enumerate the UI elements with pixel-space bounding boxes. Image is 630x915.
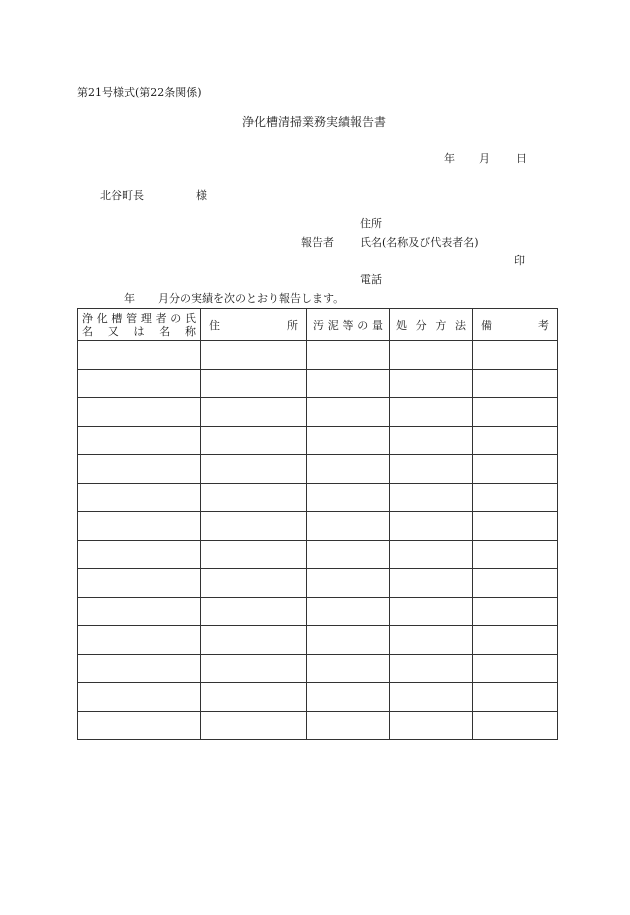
cell-remarks[interactable] bbox=[473, 455, 558, 484]
form-number: 第21号様式(第22条関係) bbox=[77, 86, 202, 99]
cell-address[interactable] bbox=[201, 512, 307, 541]
cell-address[interactable] bbox=[201, 398, 307, 427]
table-row bbox=[78, 426, 558, 455]
header-address bbox=[201, 309, 307, 341]
header-manager bbox=[78, 309, 201, 341]
document-title: 浄化槽清掃業務実績報告書 bbox=[242, 115, 387, 129]
cell-disposal-method[interactable] bbox=[390, 426, 473, 455]
cell-disposal-method[interactable] bbox=[390, 626, 473, 655]
cell-manager-name[interactable] bbox=[78, 626, 201, 655]
cell-address[interactable] bbox=[201, 654, 307, 683]
cell-address[interactable] bbox=[201, 369, 307, 398]
cell-manager-name[interactable] bbox=[78, 483, 201, 512]
cell-remarks[interactable] bbox=[473, 398, 558, 427]
cell-disposal-method[interactable] bbox=[390, 711, 473, 740]
date-year: 年 bbox=[444, 152, 455, 165]
cell-address[interactable] bbox=[201, 341, 307, 370]
cell-disposal-method[interactable] bbox=[390, 512, 473, 541]
cell-sludge-amount[interactable] bbox=[307, 540, 390, 569]
seal-mark: 印 bbox=[514, 254, 525, 267]
cell-remarks[interactable] bbox=[473, 626, 558, 655]
cell-disposal-method[interactable] bbox=[390, 455, 473, 484]
reporter-name-label: 氏名(名称及び代表者名) bbox=[360, 236, 479, 249]
cell-disposal-method[interactable] bbox=[390, 540, 473, 569]
cell-address[interactable] bbox=[201, 626, 307, 655]
report-table bbox=[77, 308, 558, 740]
cell-sludge-amount[interactable] bbox=[307, 512, 390, 541]
table-row bbox=[78, 512, 558, 541]
header-remarks-char2: 考 bbox=[538, 318, 549, 332]
table-row bbox=[78, 398, 558, 427]
cell-address[interactable] bbox=[201, 597, 307, 626]
header-manager-line1: 浄化槽管理者の氏 bbox=[82, 311, 196, 325]
cell-sludge-amount[interactable] bbox=[307, 483, 390, 512]
table-row bbox=[78, 569, 558, 598]
cell-remarks[interactable] bbox=[473, 369, 558, 398]
cell-manager-name[interactable] bbox=[78, 540, 201, 569]
cell-disposal-method[interactable] bbox=[390, 483, 473, 512]
cell-manager-name[interactable] bbox=[78, 569, 201, 598]
cell-sludge-amount[interactable] bbox=[307, 369, 390, 398]
cell-sludge-amount[interactable] bbox=[307, 683, 390, 712]
cell-disposal-method[interactable] bbox=[390, 597, 473, 626]
cell-address[interactable] bbox=[201, 455, 307, 484]
cell-remarks[interactable] bbox=[473, 597, 558, 626]
cell-address[interactable] bbox=[201, 711, 307, 740]
header-address-char2: 所 bbox=[287, 318, 298, 332]
cell-remarks[interactable] bbox=[473, 341, 558, 370]
cell-sludge-amount[interactable] bbox=[307, 711, 390, 740]
addressee-name: 北谷町長 bbox=[100, 189, 144, 202]
cell-remarks[interactable] bbox=[473, 426, 558, 455]
table-row bbox=[78, 341, 558, 370]
table-row bbox=[78, 654, 558, 683]
header-disposal-method: 処分方法 bbox=[390, 309, 473, 341]
cell-sludge-amount[interactable] bbox=[307, 426, 390, 455]
cell-sludge-amount[interactable] bbox=[307, 597, 390, 626]
reporter-address-label: 住所 bbox=[360, 217, 382, 230]
table-row bbox=[78, 455, 558, 484]
header-address-char1: 住 bbox=[209, 318, 220, 332]
cell-address[interactable] bbox=[201, 540, 307, 569]
cell-disposal-method[interactable] bbox=[390, 654, 473, 683]
header-manager-line2: 名又は名称 bbox=[82, 324, 196, 338]
cell-sludge-amount[interactable] bbox=[307, 654, 390, 683]
cell-address[interactable] bbox=[201, 683, 307, 712]
cell-manager-name[interactable] bbox=[78, 341, 201, 370]
cell-remarks[interactable] bbox=[473, 654, 558, 683]
cell-address[interactable] bbox=[201, 569, 307, 598]
cell-manager-name[interactable] bbox=[78, 369, 201, 398]
cell-manager-name[interactable] bbox=[78, 683, 201, 712]
cell-manager-name[interactable] bbox=[78, 654, 201, 683]
cell-address[interactable] bbox=[201, 483, 307, 512]
cell-sludge-amount[interactable] bbox=[307, 626, 390, 655]
table-row bbox=[78, 369, 558, 398]
table-row bbox=[78, 483, 558, 512]
header-remarks bbox=[473, 309, 558, 341]
intro-year: 年 bbox=[124, 292, 135, 305]
table-row bbox=[78, 683, 558, 712]
addressee-honorific: 様 bbox=[196, 189, 207, 202]
header-row bbox=[78, 309, 558, 341]
cell-remarks[interactable] bbox=[473, 569, 558, 598]
cell-remarks[interactable] bbox=[473, 711, 558, 740]
date-month: 月 bbox=[479, 152, 490, 165]
table-row bbox=[78, 711, 558, 740]
cell-sludge-amount[interactable] bbox=[307, 398, 390, 427]
cell-remarks[interactable] bbox=[473, 683, 558, 712]
cell-disposal-method[interactable] bbox=[390, 683, 473, 712]
cell-remarks[interactable] bbox=[473, 540, 558, 569]
cell-disposal-method[interactable] bbox=[390, 369, 473, 398]
cell-manager-name[interactable] bbox=[78, 711, 201, 740]
cell-disposal-method[interactable] bbox=[390, 569, 473, 598]
cell-manager-name[interactable] bbox=[78, 512, 201, 541]
cell-address[interactable] bbox=[201, 426, 307, 455]
date-day: 日 bbox=[516, 152, 527, 165]
cell-manager-name[interactable] bbox=[78, 398, 201, 427]
cell-manager-name[interactable] bbox=[78, 455, 201, 484]
cell-disposal-method[interactable] bbox=[390, 341, 473, 370]
table-row bbox=[78, 626, 558, 655]
cell-manager-name[interactable] bbox=[78, 426, 201, 455]
cell-remarks[interactable] bbox=[473, 483, 558, 512]
table-row bbox=[78, 597, 558, 626]
reporter-label: 報告者 bbox=[301, 236, 334, 249]
header-sludge-amount: 汚泥等の量 bbox=[307, 309, 390, 341]
reporter-phone-label: 電話 bbox=[360, 273, 382, 286]
intro-text: 月分の実績を次のとおり報告します。 bbox=[158, 292, 345, 305]
cell-disposal-method[interactable] bbox=[390, 398, 473, 427]
header-remarks-char1: 備 bbox=[481, 318, 492, 332]
cell-sludge-amount[interactable] bbox=[307, 569, 390, 598]
cell-manager-name[interactable] bbox=[78, 597, 201, 626]
cell-sludge-amount[interactable] bbox=[307, 341, 390, 370]
report-table-body bbox=[78, 341, 558, 740]
table-row bbox=[78, 540, 558, 569]
cell-remarks[interactable] bbox=[473, 512, 558, 541]
cell-sludge-amount[interactable] bbox=[307, 455, 390, 484]
